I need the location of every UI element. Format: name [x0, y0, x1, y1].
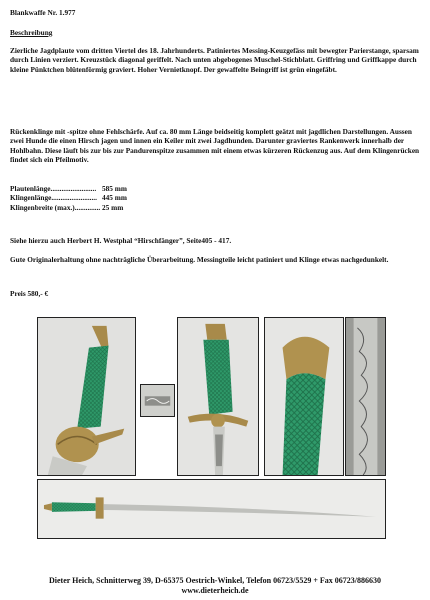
photo-blade-etching [345, 317, 386, 476]
spec-row [10, 203, 422, 212]
footer [0, 576, 430, 596]
footer-website: www.dieterheich.de [181, 586, 249, 595]
photo-hilt-left [37, 317, 136, 476]
price: Preis 580,- € [10, 289, 49, 298]
hilt-center-image [178, 318, 258, 475]
reference-note: Siehe hierzu auch Herbert H. Westphal “Hirschfänger”, Seite405 - 417. [10, 236, 232, 245]
measurements [10, 184, 422, 212]
photo-full-sword [37, 479, 386, 539]
photo-blade-detail [140, 384, 175, 417]
full-sword-image [38, 480, 385, 538]
spec-label: Plautenlänge......................... [10, 184, 97, 193]
hilt-left-image [38, 318, 135, 475]
spec-label: Klingenlänge......................... [10, 193, 97, 203]
description-paragraph: Zierliche Jagdplaute vom dritten Viertel des 18. Jahrhunderts. Patiniertes Messing-Keuzgefäss mit bewegter Parierstange, sparsam durch Linien verziert. Kreuzstück diagonal geriffelt. Nach unten abgebogenes Muschel-Stichblatt. Griffring und Griffkappe durch kleine Pünktchen blütenförmig graviert. Hoher Vernietknopf. Der gewaffelte Beingriff ist grün eingefäbt. [10, 46, 419, 74]
photo-hilt-center [177, 317, 259, 476]
spec-value: 585 mm [102, 184, 127, 193]
blade-detail-image [141, 385, 174, 416]
document-title: Blankwaffe Nr. 1.977 [10, 8, 76, 17]
spec-value: 445 mm [102, 193, 127, 203]
photo-grip-closeup [264, 317, 344, 476]
condition-note: Gute Originalerhaltung ohne nachträgliche Überarbeitung. Messingteile leicht patiniert und Klinge etwas nachgedunkelt. [10, 255, 389, 264]
spec-value: 25 mm [102, 202, 124, 212]
spec-row [10, 184, 422, 193]
blade-paragraph: Rückenklinge mit -spitze ohne Fehlschärfe. Auf ca. 80 mm Länge beidseitig komplett geätzt mit jagdlichen Darstellungen. Aussen zwei Hunde die einen Hirsch jagen und innen ein Keiler mit zwei Jagdhunden. Darunter graviertes Rankenwerk innerhalb der Hohlbahn. Diese läuft bis zur bis zur Pandurenspitze zusammen mit einem etwas kürzeren Rückenzug aus. Auf dem Klingenrücken findet sich ein Pfeilmotiv. [10, 127, 420, 164]
blade-etching-image [346, 318, 385, 475]
section-heading: Beschreibung [10, 28, 53, 37]
grip-closeup-image [265, 318, 343, 475]
spec-label: Klingenbreite (max.).............. [10, 202, 101, 212]
spec-row [10, 193, 422, 202]
footer-address: Dieter Heich, Schnitterweg 39, D-65375 Oestrich-Winkel, Telefon 06723/5529 + Fax 06723/886630 [48, 576, 381, 585]
